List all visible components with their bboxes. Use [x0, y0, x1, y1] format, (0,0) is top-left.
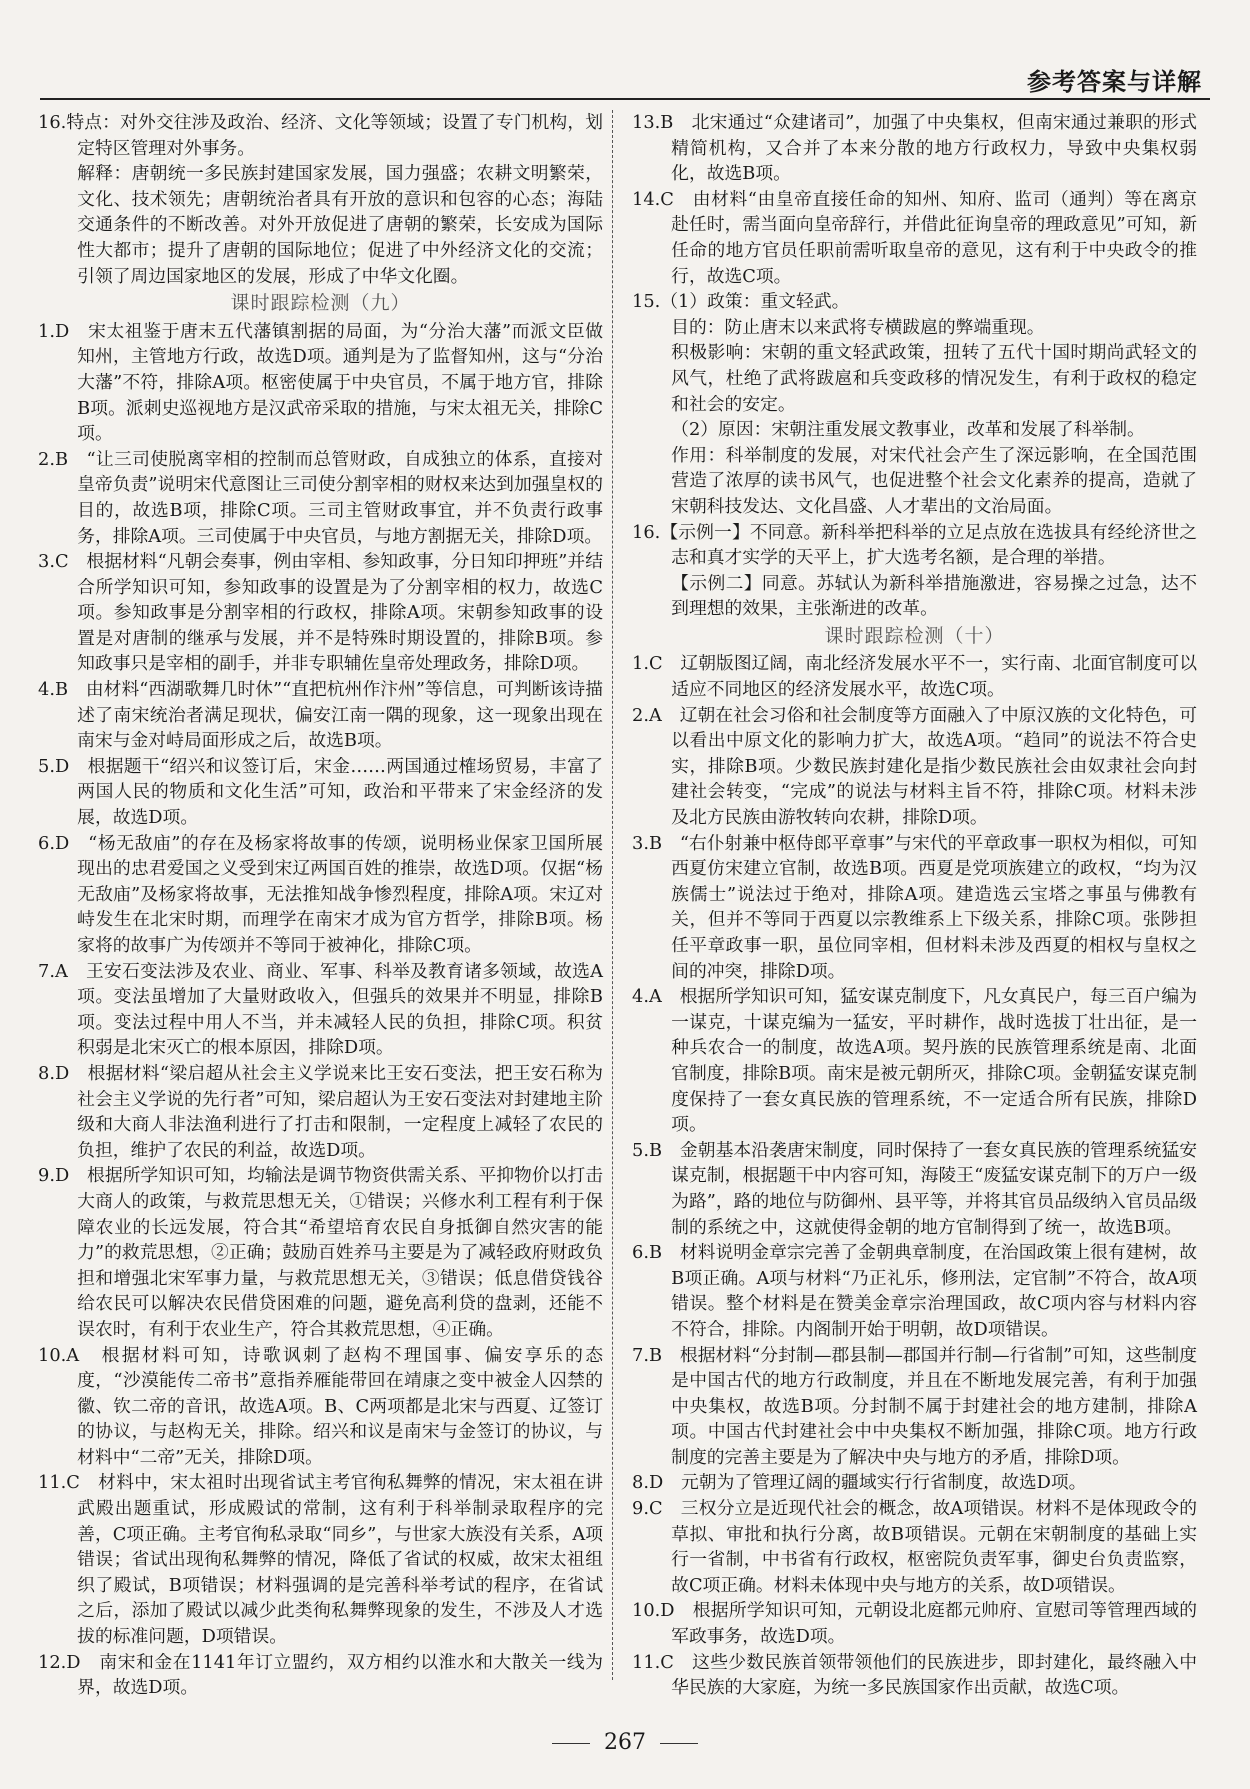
header-title: 参考答案与详解	[1027, 68, 1202, 96]
answer-item: 9.C 三权分立是近现代社会的概念，故A项错误。材料不是体现政令的草拟、审批和执行分离，故B项错误。元朝在宋朝制度的基础上实行一省制，中书省有行政权，枢密院负责军事，御史台负责监察，故C项正确。材料未体现中央与地方的关系，故D项错误。	[632, 1498, 1197, 1596]
answer-item: 4.B 由材料“西湖歌舞几时休”“直把杭州作汴州”等信息，可判断该诗描述了南宋统治者满足现状，偏安江南一隅的现象，这一现象出现在南宋与金对峙局面形成之后，故选B项。	[38, 679, 603, 752]
answer-item: 16.特点：对外交往涉及政治、经济、文化等领域；设置了专门机构，划定特区管理对外事务。	[38, 112, 603, 159]
answer-paragraph: 积极影响：宋朝的重文轻武政策，扭转了五代十国时期尚武轻文的风气，杜绝了武将跋扈和兵变政移的情况发生，有利于政权的稳定和社会的安定。	[671, 342, 1197, 415]
answer-item: 11.C 材料中，宋太祖时出现省试主考官徇私舞弊的情况，宋太祖在讲武殿出题重试，形成殿试的常制，这有利于科举制录取程序的完善，C项正确。主考官徇私录取“同乡”，与世家大族没有关系，A项错误；省试出现徇私舞弊的情况，降低了省试的权威，故宋太祖组织了殿试，B项错误；材料强调的是完善科举考试的程序，在省试之后，添加了殿试以减少此类徇私舞弊现象的发生，不涉及人才选拔的标准问题，D项错误。	[38, 1472, 603, 1648]
page-footer	[0, 1730, 1250, 1755]
answer-item: 5.D 根据题干“绍兴和议签订后，宋金……两国通过榷场贸易，丰富了两国人民的物质和文化生活”可知，政治和平带来了宋金经济的发展，故选D项。	[38, 755, 603, 829]
section-title: 课时跟踪检测（十）	[824, 624, 1005, 647]
answer-paragraph: 目的：防止唐末以来武将专横跋扈的弊端重现。	[671, 316, 1045, 338]
answer-item: 13.B 北宋通过“众建诸司”，加强了中央集权，但南宋通过兼职的形式精简机构，又合并了本来分散的地方行政权力，导致中央集权弱化，故选B项。	[632, 112, 1197, 185]
right-column	[632, 110, 1197, 1701]
left-column	[38, 110, 603, 1701]
answer-item: 15.（1）政策：重文轻武。	[632, 291, 850, 313]
section-title: 课时跟踪检测（九）	[230, 292, 411, 315]
page-header	[40, 58, 1210, 100]
answer-item: 7.B 根据材料“分封制—郡县制—郡国并行制—行省制”可知，这些制度是中国古代的地方行政制度，并且在不断地发展完善，有利于加强中央集权，故选B项。分封制不属于封建社会的地方建制，排除A项。中国古代封建社会中中央集权不断加强，排除C项。地方行政制度的完善主要是为了解决中央与地方的矛盾，排除D项。	[632, 1344, 1197, 1468]
answer-item: 12.D 南宋和金在1141年订立盟约，双方相约以淮水和大散关一线为界，故选D项。	[38, 1651, 603, 1699]
answer-item: 14.C 由材料“由皇帝直接任命的知州、知府、监司（通判）等在离京赴任时，需当面向皇帝辞行，并借此征询皇帝的理政意见”可知，新任命的地方官员任职前需听取皇帝的意见，这有利于中央政令的推行，故选C项。	[632, 188, 1197, 287]
answer-paragraph: 解释：唐朝统一多民族封建国家发展，国力强盛；农耕文明繁荣，文化、技术领先；唐朝统治者具有开放的意识和包容的心态；海陆交通条件的不断改善。对外开放促进了唐朝的繁荣，长安成为国际性大都市；提升了唐朝的国际地位；促进了中外经济文化的交流；引领了周边国家地区的发展，形成了中华文化圈。	[77, 163, 603, 287]
column-divider	[612, 110, 613, 1680]
answer-item: 9.D 根据所学知识可知，均输法是调节物资供需关系、平抑物价以打击大商人的政策，与救荒思想无关，①错误；兴修水利工程有利于保障农业的长远发展，符合其“希望培育农民自身抵御自然灾害的能力”的救荒思想，②正确；鼓励百姓养马主要是为了减轻政府财政负担和增强北宋军事力量，与救荒思想无关，③错误；低息借贷钱谷给农民可以解决农民借贷困难的问题，避免高利贷的盘剥，还能不误农时，有利于农业生产，符合其救荒思想，④正确。	[38, 1165, 603, 1340]
answer-paragraph: 【示例二】同意。苏轼认为新科举措施激进，容易操之过急，达不到理想的效果，主张渐进的改革。	[671, 572, 1197, 620]
answer-item: 16.【示例一】不同意。新科举把科举的立足点放在选拔具有经纶济世之志和真才实学的天平上，扩大选考名额，是合理的举措。	[632, 521, 1197, 569]
answer-item: 4.A 根据所学知识可知，猛安谋克制度下，凡女真民户，每三百户编为一谋克，十谋克编为一猛安，平时耕作，战时选拔丁壮出征，是一种兵农合一的制度，故选A项。契丹族的民族管理系统是南、北面官制度，排除B项。南宋是被元朝所灭，排除C项。金朝猛安谋克制度保持了一套女真民族的管理系统，不一定适合所有民族，排除D项。	[632, 986, 1197, 1136]
answer-item: 10.D 根据所学知识可知，元朝设北庭都元帅府、宣慰司等管理西域的军政事务，故选D项。	[632, 1600, 1197, 1648]
answer-paragraph: （2）原因：宋朝注重发展文教事业，改革和发展了科举制。	[671, 419, 1145, 441]
answer-item: 3.B “右仆射兼中枢侍郎平章事”与宋代的平章政事一职权为相似，可知西夏仿宋建立官制，故选B项。西夏是党项族建立的政权，“均为汉族儒士”说法过于绝对，排除A项。建造选云宝塔之事虽与佛教有关，但并不等同于西夏以宗教维系上下级关系，排除C项。张陟担任平章政事一职，虽位同宰相，但材料未涉及西夏的相权与皇权之间的冲突，排除D项。	[632, 832, 1197, 982]
answer-item: 1.D 宋太祖鉴于唐末五代藩镇割据的局面，为“分治大藩”而派文臣做知州，主管地方行政，故选D项。通判是为了监督知州，这与“分治大藩”不符，排除A项。枢密使属于中央官员，不属于地方官，排除B项。派刺史巡视地方是汉武帝采取的措施，与宋太祖无关，排除C项。	[38, 320, 603, 445]
answer-paragraph: 作用：科举制度的发展，对宋代社会产生了深远影响，在全国范围营造了浓厚的读书风气，也促进整个社会文化素养的提高，造就了宋朝科技发达、文化昌盛、人才辈出的文治局面。	[671, 444, 1197, 517]
answer-item: 1.C 辽朝版图辽阔，南北经济发展水平不一，实行南、北面官制度可以适应不同地区的经济发展水平，故选C项。	[632, 653, 1197, 701]
answer-item: 10.A 根据材料可知，诗歌讽刺了赵构不理国事、偏安享乐的态度，“沙漠能传二帝书”意指养雁能带回在靖康之变中被金人囚禁的徽、钦二帝的音讯，故选A项。B、C两项都是北宋与西夏、辽签订的协议，与赵构无关，排除。绍兴和议是南宋与金签订的协议，与材料中“二帝”无关，排除D项。	[38, 1344, 603, 1468]
answer-item: 11.C 这些少数民族首领带领他们的民族进步，即封建化，最终融入中华民族的大家庭，为统一多民族国家作出贡献，故选C项。	[632, 1651, 1197, 1699]
answer-item: 7.A 王安石变法涉及农业、商业、军事、科举及教育诸多领域，故选A项。变法虽增加了大量财政收入，但强兵的效果并不明显，排除B项。变法过程中用人不当，并未减轻人民的负担，排除C项。积贫积弱是北宋灭亡的根本原因，排除D项。	[38, 960, 603, 1059]
answer-item: 8.D 元朝为了管理辽阔的疆域实行行省制度，故选D项。	[632, 1472, 1087, 1494]
footer-dash-right	[660, 1743, 698, 1744]
answer-item: 3.C 根据材料“凡朝会奏事，例由宰相、参知政事，分日知印押班”并结合所学知识可知，参知政事的设置是为了分割宰相的权力，故选C项。参知政事是分割宰相的行政权，排除A项。宋朝参知政事的设置是对唐制的继承与发展，并不是特殊时期设置的，排除B项。参知政事只是宰相的副手，并非专职辅佐皇帝处理政务，排除D项。	[38, 551, 603, 675]
answer-item: 6.D “杨无敌庙”的存在及杨家将故事的传颂，说明杨业保家卫国所展现出的忠君爱国之义受到宋辽两国百姓的推崇，故选D项。仅据“杨无敌庙”及杨家将故事，无法推知战争惨烈程度，排除A项。宋辽对峙发生在北宋时期，而理学在南宋才成为官方哲学，排除B项。杨家将的故事广为传颂并不等同于被神化，排除C项。	[38, 832, 603, 956]
answer-item: 8.D 根据材料“梁启超从社会主义学说来比王安石变法，把王安石称为社会主义学说的先行者”可知，梁启超认为王安石变法对封建地主阶级和大商人非法渔利进行了打击和限制，一定程度上减轻了农民的负担，维护了农民的利益，故选D项。	[38, 1062, 603, 1161]
footer-dash-left	[552, 1743, 590, 1744]
answer-item: 2.A 辽朝在社会习俗和社会制度等方面融入了中原汉族的文化特色，可以看出中原文化的影响力扩大，故选A项。“趋同”的说法不符合史实，排除B项。少数民族封建化是指少数民族社会由奴隶社会向封建社会转变，“完成”的说法与材料主旨不符，排除C项。材料未涉及北方民族由游牧转向农耕，排除D项。	[632, 704, 1197, 829]
answer-item: 5.B 金朝基本沿袭唐宋制度，同时保持了一套女真民族的管理系统猛安谋克制，根据题干中内容可知，海陵王“废猛安谋克制下的万户一级为路”，路的地位与防御州、县平等，并将其官员品级纳入官员品级制的系统之中，这就使得金朝的地方官制得到了统一，故选B项。	[632, 1139, 1197, 1238]
page-number: 267	[604, 1730, 646, 1755]
answer-item: 2.B “让三司使脱离宰相的控制而总管财政，自成独立的体系，直接对皇帝负责”说明宋代意图让三司使分割宰相的财权来达到加强皇权的目的，故选B项，排除C项。三司主管财政事宜，并不负责行政事务，排除A项。三司使属于中央官员，与地方割据无关，排除D项。	[38, 448, 603, 547]
answer-item: 6.B 材料说明金章宗完善了金朝典章制度，在治国政策上很有建树，故B项正确。A项与材料“乃正礼乐，修刑法，定官制”不符合，故A项错误。整个材料是在赞美金章宗治理国政，故C项内容与材料内容不符合，排除。内阁制开始于明朝，故D项错误。	[632, 1242, 1197, 1340]
